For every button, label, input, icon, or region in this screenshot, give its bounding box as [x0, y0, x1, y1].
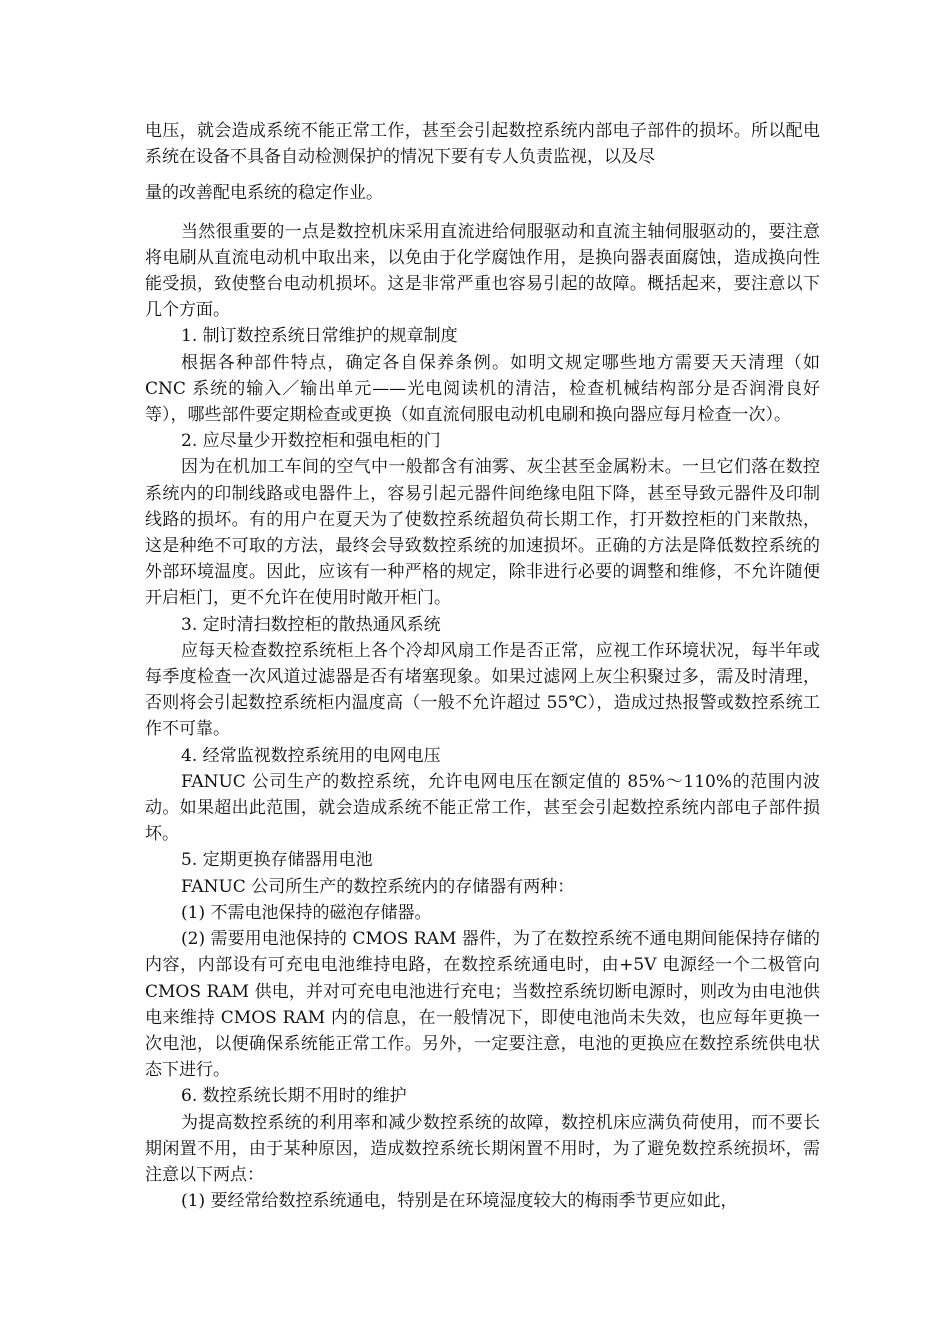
- paragraph-intro: 当然很重要的一点是数控机床采用直流进给伺服驱动和直流主轴伺服驱动的，要注意将电刷从直流电动机中取出来，以免由于化学腐蚀作用，是换向器表面腐蚀，造成换向性能受损，致使整台电动机损坏。这是非常严重也容易引起的故障。概括起来，要注意以下几个方面。: [145, 221, 820, 321]
- section-heading-2: 2. 应尽量少开数控柜和强电柜的门: [181, 431, 441, 452]
- section-heading-4: 4. 经常监视数控系统用的电网电压: [181, 745, 441, 766]
- list-item-5-1: (1) 不需电池保持的磁泡存储器。: [181, 902, 432, 923]
- paragraph-section-4: FANUC 公司生产的数控系统，允许电网电压在额定值的 85%～110%的范围内波动。如果超出此范围，就会造成系统不能正常工作，甚至会引起数控系统内部电子部件损坏。: [145, 771, 820, 845]
- paragraph-section-3: 应每天检查数控系统柜上各个冷却风扇工作是否正常，应视工作环境状况，每半年或每季度检查一次风道过滤器是否有堵塞现象。如果过滤网上灰尘积聚过多，需及时清理，否则将会引起数控系统柜内温度高（一般不允许超过 55℃），造成过热报警或数控系统工作不可靠。: [145, 640, 820, 740]
- paragraph-continued: 电压，就会造成系统不能正常工作，甚至会引起数控系统内部电子部件的损坏。所以配电系统在设备不具备自动检测保护的情况下要有专人负责监视，以及尽: [145, 121, 820, 168]
- paragraph-continued-end: 量的改善配电系统的稳定作业。: [145, 183, 383, 204]
- list-item-5-2: (2) 需要用电池保持的 CMOS RAM 器件，为了在数控系统不通电期间能保持存储的内容，内部设有可充电电池维持电路，在数控系统通电时，由+5V 电源经一个二极管向 CMOS RAM 供电，并对可充电电池进行充电；当数控系统切断电源时，则改为由电池供电来维持 CMOS RAM 内的信息，在一般情况下，即使电池尚未失效，也应每年更换一次电池，以便确保系统能正常工作。另外，一定要注意，电池的更换应在数控系统供电状态下进行。: [145, 929, 820, 1081]
- section-heading-1: 1. 制订数控系统日常维护的规章制度: [181, 326, 458, 347]
- list-item-6-1: (1) 要经常给数控系统通电，特别是在环境湿度较大的梅雨季节更应如此，: [181, 1191, 738, 1212]
- section-heading-5: 5. 定期更换存储器用电池: [181, 850, 373, 871]
- paragraph-section-1: 根据各种部件特点，确定各自保养条例。如明文规定哪些地方需要天天清理（如 CNC 系统的输入／输出单元——光电阅读机的清洁，检查机械结构部分是否润滑良好等），哪些部件要定期检查或更换（如直流伺服电动机电刷和换向器应每月检查一次）。: [145, 352, 820, 426]
- paragraph-section-5-intro: FANUC 公司所生产的数控系统内的存储器有两种：: [181, 876, 575, 897]
- paragraph-section-2: 因为在机加工车间的空气中一般都含有油雾、灰尘甚至金属粉末。一旦它们落在数控系统内的印制线路或电器件上，容易引起元器件间绝缘电阻下降，甚至导致元器件及印制线路的损坏。有的用户在夏天为了使数控系统超负荷长期工作，打开数控柜的门来散热，这是种绝不可取的方法，最终会导致数控系统的加速损坏。正确的方法是降低数控系统的外部环境温度。因此，应该有一种严格的规定，除非进行必要的调整和维修，不允许随便开启柜门，更不允许在使用时敞开柜门。: [145, 457, 820, 609]
- paragraph-section-6: 为提高数控系统的利用率和减少数控系统的故障，数控机床应满负荷使用，而不要长期闲置不用，由于某种原因，造成数控系统长期闲置不用时，为了避免数控系统损坏，需注意以下两点：: [145, 1112, 820, 1185]
- document-page: [145, 118, 820, 1214]
- section-heading-6: 6. 数控系统长期不用时的维护: [181, 1086, 407, 1107]
- section-heading-3: 3. 定时清扫数控柜的散热通风系统: [181, 614, 441, 635]
